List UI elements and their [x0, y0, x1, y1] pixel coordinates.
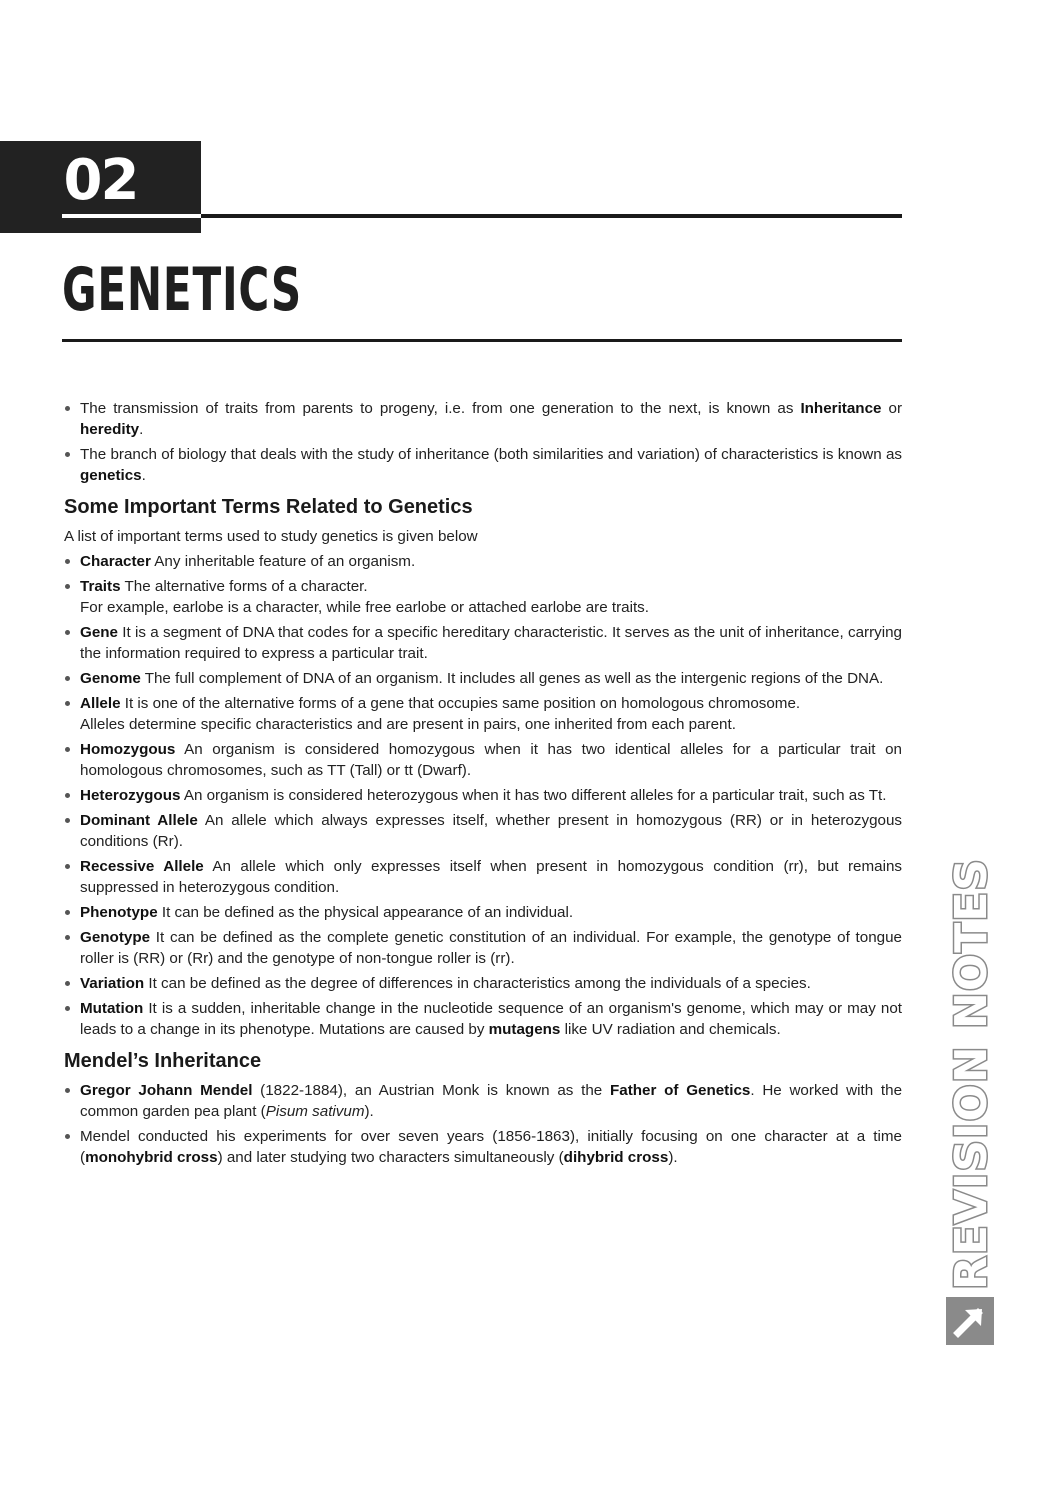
chapter-title: GENETICS	[62, 255, 303, 325]
section-heading-mendel: Mendel’s Inheritance	[64, 1050, 262, 1072]
term-genome: Genome The full complement of DNA of an organism. It includes all genes as well as the intergenic regions of the DNA.	[64, 668, 902, 689]
title-rule	[62, 339, 902, 342]
term-mutation: Mutation It is a sudden, inheritable change in the nucleotide sequence of an organism's genome, which may or may not leads to a change in its phenotype. Mutations are caused by mutagens like UV radiation and chemicals.	[64, 998, 902, 1040]
arrow-up-right-icon	[946, 1297, 994, 1345]
term-recessive-allele: Recessive Allele An allele which only expresses itself when present in homozygous condition (rr), but remains suppressed in heterozygous condition.	[64, 856, 902, 898]
term-traits: Traits The alternative forms of a character. For example, earlobe is a character, while free earlobe or attached earlobe are traits.	[64, 576, 902, 618]
term-allele: Allele It is one of the alternative forms of a gene that occupies same position on homologous chromosome. Alleles determine specific characteristics and are present in pairs, one inherited from each parent.	[64, 693, 902, 735]
term-dominant-allele: Dominant Allele An allele which always expresses itself, whether present in homozygous (RR) or in heterozygous conditions (Rr).	[64, 810, 902, 852]
main-content	[64, 398, 902, 1172]
term-genotype: Genotype It can be defined as the complete genetic constitution of an individual. For example, the genotype of tongue roller is (RR) or (Rr) and the genotype of non-tongue roller is (rr).	[64, 927, 902, 969]
term-heterozygous: Heterozygous An organism is considered heterozygous when it has two different alleles for a particular trait, such as Tt.	[64, 785, 902, 806]
mendel-item-1: Gregor Johann Mendel (1822-1884), an Austrian Monk is known as the Father of Genetics. He worked with the common garden pea plant (Pisum sativum).	[64, 1080, 902, 1122]
mendel-item-2: Mendel conducted his experiments for over seven years (1856-1863), initially focusing on one character at a time (monohybrid cross) and later studying two characters simultaneously (dihybrid cross).	[64, 1126, 902, 1168]
section-heading-terms: Some Important Terms Related to Genetics	[64, 496, 473, 518]
revision-notes-tab: REVISION NOTES	[946, 858, 997, 1290]
intro-item-1: The transmission of traits from parents to progeny, i.e. from one generation to the next, is known as Inheritance or heredity.	[64, 398, 902, 440]
chapter-header-rule-gap	[62, 214, 201, 218]
chapter-number: 02	[63, 148, 138, 213]
term-homozygous: Homozygous An organism is considered homozygous when it has two identical alleles for a particular trait on homologous chromosomes, such as TT (Tall) or tt (Dwarf).	[64, 739, 902, 781]
section-intro: A list of important terms used to study genetics is given below	[64, 528, 478, 545]
term-character: Character Any inheritable feature of an organism.	[64, 551, 902, 572]
intro-item-2: The branch of biology that deals with the study of inheritance (both similarities and variation) of characteristics is known as genetics.	[64, 444, 902, 486]
term-variation: Variation It can be defined as the degree of differences in characteristics among the individuals of a species.	[64, 973, 902, 994]
term-gene: Gene It is a segment of DNA that codes for a specific hereditary characteristic. It serves as the unit of inheritance, carrying the information required to express a particular trait.	[64, 622, 902, 664]
term-phenotype: Phenotype It can be defined as the physical appearance of an individual.	[64, 902, 902, 923]
